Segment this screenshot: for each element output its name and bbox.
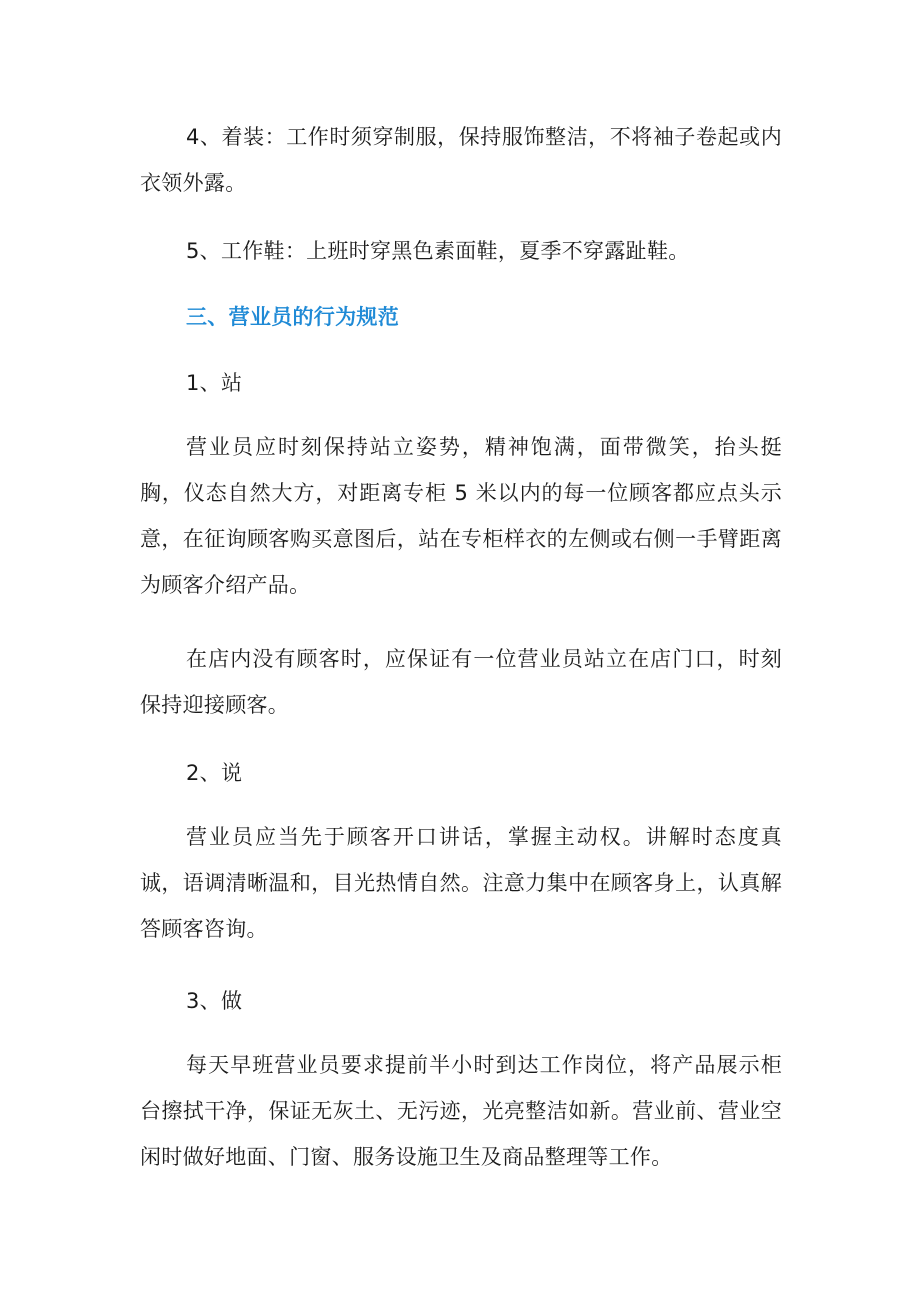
paragraph-speak: 营业员应当先于顾客开口讲话，掌握主动权。讲解时态度真诚，语调清晰温和，目光热情自然。注意力集中在顾客身上，认真解答顾客咨询。 [140,825,782,941]
paragraph-stand-posture: 营业员应时刻保持站立姿势，精神饱满，面带微笑，抬头挺胸，仪态自然大方，对距离专柜 5 米以内的每一位顾客都应点头示意，在征询顾客购买意图后，站在专柜样衣的左侧或右侧一手臂距离为顾客介绍产品。 [140,435,782,597]
subsection-title-do: 3、做 [186,989,243,1013]
section-heading: 三、营业员的行为规范 [186,305,399,329]
paragraph-do: 每天早班营业员要求提前半小时到达工作岗位，将产品展示柜台擦拭干净，保证无灰土、无污迹，光亮整洁如新。营业前、营业空闲时做好地面、门窗、服务设施卫生及商品整理等工作。 [140,1053,782,1169]
paragraph-work-shoes: 5、工作鞋：上班时穿黑色素面鞋，夏季不穿露趾鞋。 [186,239,690,263]
paragraph-stand-door: 在店内没有顾客时，应保证有一位营业员站立在店门口，时刻保持迎接顾客。 [140,647,782,717]
subsection-title-speak: 2、说 [186,761,243,785]
paragraph-dress-code: 4、着装：工作时须穿制服，保持服饰整洁，不将袖子卷起或内衣领外露。 [140,125,782,195]
subsection-title-stand: 1、站 [186,371,243,395]
